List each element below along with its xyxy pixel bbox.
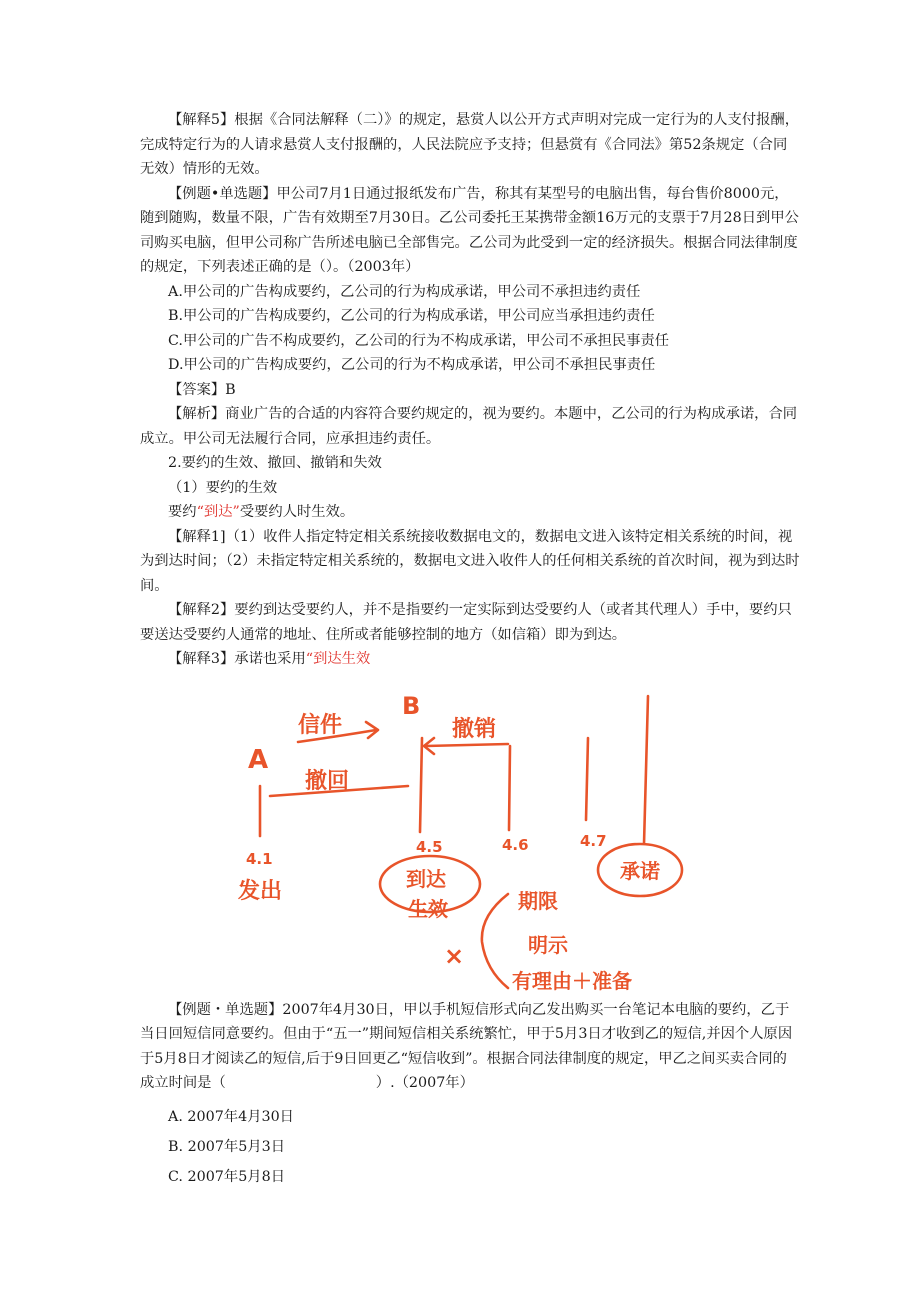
party-a-label: A	[248, 744, 269, 775]
explanation-1: 【解释1]（1）收件人指定特定相关系统接收数据电文的，数据电文进入该特定相关系统的时间，视为到达时间；（2）未指定特定相关系统的，数据电文进入收件人的任何相关系统的首次时间，视为到达时间。	[140, 528, 800, 594]
x-mark: ×	[444, 941, 465, 970]
question-2-options	[140, 1102, 800, 1192]
explanation-3-pre: 【解释3】承诺也采用	[168, 651, 306, 667]
revoke-label: 撤销	[452, 716, 497, 742]
send-label: 发出	[238, 878, 283, 904]
branch-reason: 有理由＋准备	[512, 968, 632, 993]
option-d: D.甲公司的广告构成要约，乙公司的行为不构成承诺，甲公司不承担民事责任	[168, 357, 656, 373]
subsection-heading: （1）要约的生效	[168, 479, 278, 496]
date-label-45: 4.5	[416, 837, 443, 856]
section-heading: 2.要约的生效、撤回、撤销和失效	[168, 455, 382, 471]
question-2-stem: 【例题・单选题】2007年4月30日，甲以手机短信形式向乙发出购买一台笔记本电脑的要约，乙于当日回短信同意要约。但由于“五一”期间短信相关系统繁忙，甲于5月3日才收到乙的短信,并因个人原因于5月8日才阅读乙的短信,后于9日回更乙“短信收到”。根据合同法律制度的规定，甲乙之间买卖合同的成立时间是（	[140, 1001, 793, 1091]
arrival-label: 到达	[406, 866, 446, 891]
date-label-46: 4.6	[502, 835, 529, 854]
explanation-3	[140, 647, 800, 672]
analysis: 【解析】商业广告的合适的内容符合要约规定的，视为要约。本题中，乙公司的行为构成承诺，合同成立。甲公司无法履行合同，应承担违约责任。	[140, 406, 798, 447]
date-label-47: 4.7	[580, 831, 607, 850]
explanation-2: 【解释2】要约到达受要约人，并不是指要约一定实际到达受要约人（或者其代理人）手中，要约只要送达受要约人通常的地址、住所或者能够控制的地方（如信箱）即为到达。	[140, 602, 792, 643]
explanation-3-arrival: “到达生效	[305, 651, 371, 667]
q2-option-a: A. 2007年4月30日	[168, 1108, 294, 1125]
party-b-label: B	[402, 691, 421, 720]
effect-rule-arrival: “到达”	[196, 504, 240, 520]
timeline-mark-47	[586, 738, 588, 820]
effect-rule	[140, 500, 800, 525]
document-body	[140, 108, 800, 1192]
option-b: B.甲公司的广告构成要约，乙公司的行为构成承诺，甲公司应当承担违约责任	[168, 308, 655, 324]
revoke-arrow	[426, 744, 508, 746]
date-label-41: 4.1	[246, 849, 273, 868]
branch-express: 明示	[528, 932, 568, 957]
branch-term: 期限	[518, 888, 558, 913]
option-c: C.甲公司的广告不构成要约，乙公司的行为不构成承诺，甲公司不承担民事责任	[168, 332, 670, 349]
timeline-mark-45	[420, 738, 422, 832]
effect-rule-pre: 要约	[168, 504, 197, 520]
q2-option-b: B. 2007年5月3日	[168, 1138, 286, 1155]
effect-label: 生效	[408, 896, 448, 921]
timeline-mark-46	[509, 746, 510, 830]
accept-label: 承诺	[620, 858, 660, 883]
example-question-1: 【例题•单选题】甲公司7月1日通过报纸发布广告，称其有某型号的电脑出售，每台售价8000元，随到随购，数量不限，广告有效期至7月30日。乙公司委托王某携带金额16万元的支票于7月28日到甲公司购买电脑，但甲公司称广告所述电脑已全部售完。乙公司为此受到一定的经济损失。根据合同法律制度的规定，下列表述正确的是（）。（2003年）	[140, 185, 799, 275]
question-2-tail: ）.（2007年）	[375, 1075, 474, 1091]
letter-label: 信件	[298, 712, 343, 738]
handwritten-diagram-svg	[140, 676, 800, 998]
q2-option-c: C. 2007年5月8日	[168, 1168, 285, 1185]
answer: 【答案】B	[168, 381, 236, 398]
effect-rule-post: 受要约人时生效。	[239, 504, 355, 520]
handwritten-diagram	[140, 676, 800, 998]
explanation-5: 【解释5】根据《合同法解释（二）》的规定，悬赏人以公开方式声明对完成一定行为的人支付报酬，完成特定行为的人请求悬赏人支付报酬的，人民法院应予支持；但悬赏有《合同法》第52条规定（合同无效）情形的无效。	[140, 112, 800, 177]
option-a: A.甲公司的广告构成要约，乙公司的行为构成承诺，甲公司不承担违约责任	[168, 283, 641, 300]
branch-brace	[482, 894, 508, 988]
accept-line	[644, 696, 648, 844]
example-question-2	[140, 998, 800, 1096]
withdraw-label: 撤回	[305, 768, 350, 794]
